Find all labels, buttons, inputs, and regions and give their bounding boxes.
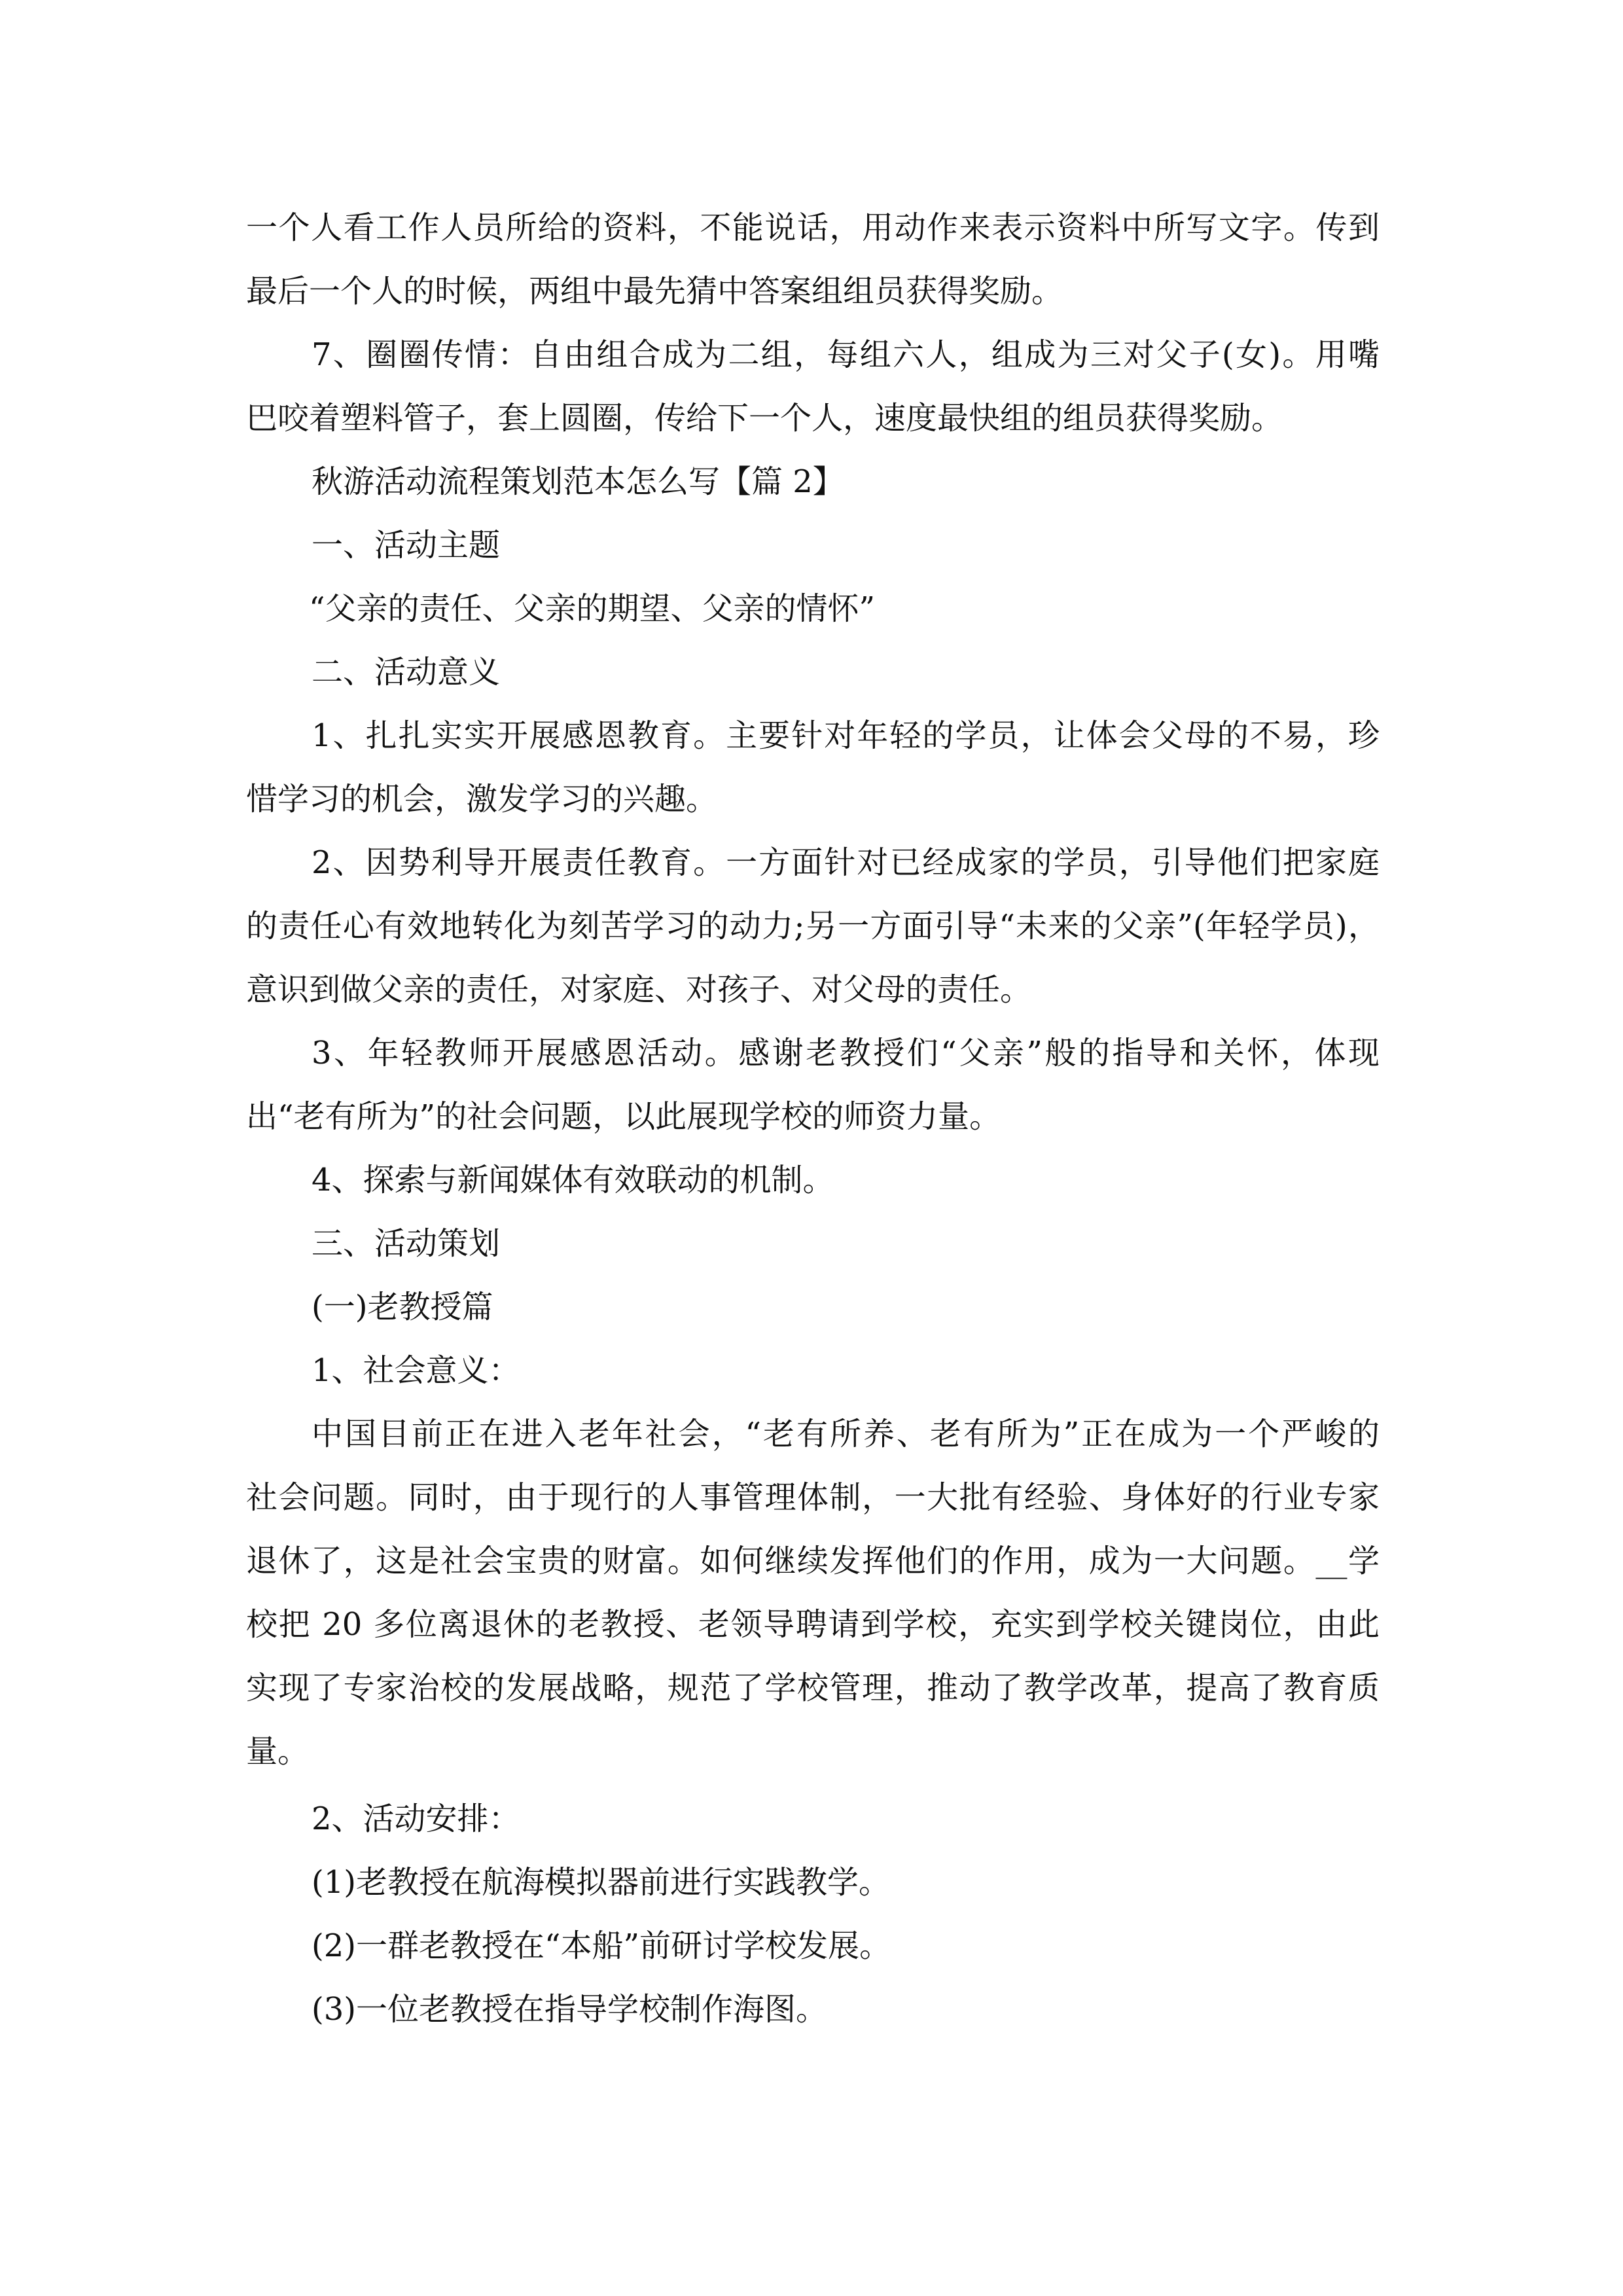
paragraph-line: 意识到做父亲的责任，对家庭、对孩子、对父母的责任。 xyxy=(246,971,1032,1008)
paragraph-line: 校把 20 多位离退休的老教授、老领导聘请到学校，充实到学校关键岗位，由此 xyxy=(246,1606,1380,1643)
significance-item-1: 1、扎扎实实开展感恩教育。主要针对年轻的学员，让体会父母的不易，珍 xyxy=(312,717,1380,754)
arrangement-item-3: (3)一位老教授在指导学校制作海图。 xyxy=(312,1991,827,2028)
paragraph-line: 一个人看工作人员所给的资料，不能说话，用动作来表示资料中所写文字。传到 xyxy=(246,209,1380,246)
significance-item-3: 3、年轻教师开展感恩活动。感谢老教授们“父亲”般的指导和关怀，体现 xyxy=(312,1035,1380,1071)
paragraph-line: 出“老有所为”的社会问题，以此展现学校的师资力量。 xyxy=(246,1098,1001,1135)
document-page xyxy=(246,196,1380,2041)
heading-activity-planning: 三、活动策划 xyxy=(312,1225,501,1262)
list-item-7-line: 7、圈圈传情：自由组合成为二组，每组六人，组成为三对父子(女)。用嘴 xyxy=(312,336,1380,373)
paragraph-line: 的责任心有效地转化为刻苦学习的动力;另一方面引导“未来的父亲”(年轻学员)， xyxy=(246,908,1380,944)
theme-quote: “父亲的责任、父亲的期望、父亲的情怀” xyxy=(309,590,876,627)
arrangement-item-1: (1)老教授在航海模拟器前进行实践教学。 xyxy=(312,1864,890,1901)
significance-item-2: 2、因势利导开展责任教育。一方面针对已经成家的学员，引导他们把家庭 xyxy=(312,844,1380,881)
subheading-old-professors: (一)老教授篇 xyxy=(312,1289,493,1325)
paragraph-line: 最后一个人的时候，两组中最先猜中答案组组员获得奖励。 xyxy=(246,273,1063,310)
paragraph-line: 社会问题。同时，由于现行的人事管理体制，一大批有经验、身体好的行业专家 xyxy=(246,1479,1380,1516)
paragraph-line: 中国目前正在进入老年社会，“老有所养、老有所为”正在成为一个严峻的 xyxy=(312,1416,1380,1452)
subheading-activity-arrangement: 2、活动安排： xyxy=(312,1801,520,1837)
arrangement-item-2: (2)一群老教授在“本船”前研讨学校发展。 xyxy=(312,1928,891,1964)
heading-activity-theme: 一、活动主题 xyxy=(312,527,501,564)
significance-item-4: 4、探索与新闻媒体有效联动的机制。 xyxy=(312,1162,834,1198)
paragraph-line: 惜学习的机会，激发学习的兴趣。 xyxy=(246,781,718,817)
paragraph-line: 实现了专家治校的发展战略，规范了学校管理，推动了教学改革，提高了教育质 xyxy=(246,1670,1380,1706)
heading-activity-significance: 二、活动意义 xyxy=(312,654,501,691)
paragraph-line: 量。 xyxy=(246,1733,310,1770)
paragraph-line: 巴咬着塑料管子，套上圆圈，传给下一个人，速度最快组的组员获得奖励。 xyxy=(246,400,1283,437)
subheading-social-significance: 1、社会意义： xyxy=(312,1352,520,1389)
paragraph-line: 退休了，这是社会宝贵的财富。如何继续发挥他们的作用，成为一大问题。__学 xyxy=(246,1543,1380,1579)
section-title: 秋游活动流程策划范本怎么写【篇 2】 xyxy=(312,463,844,500)
